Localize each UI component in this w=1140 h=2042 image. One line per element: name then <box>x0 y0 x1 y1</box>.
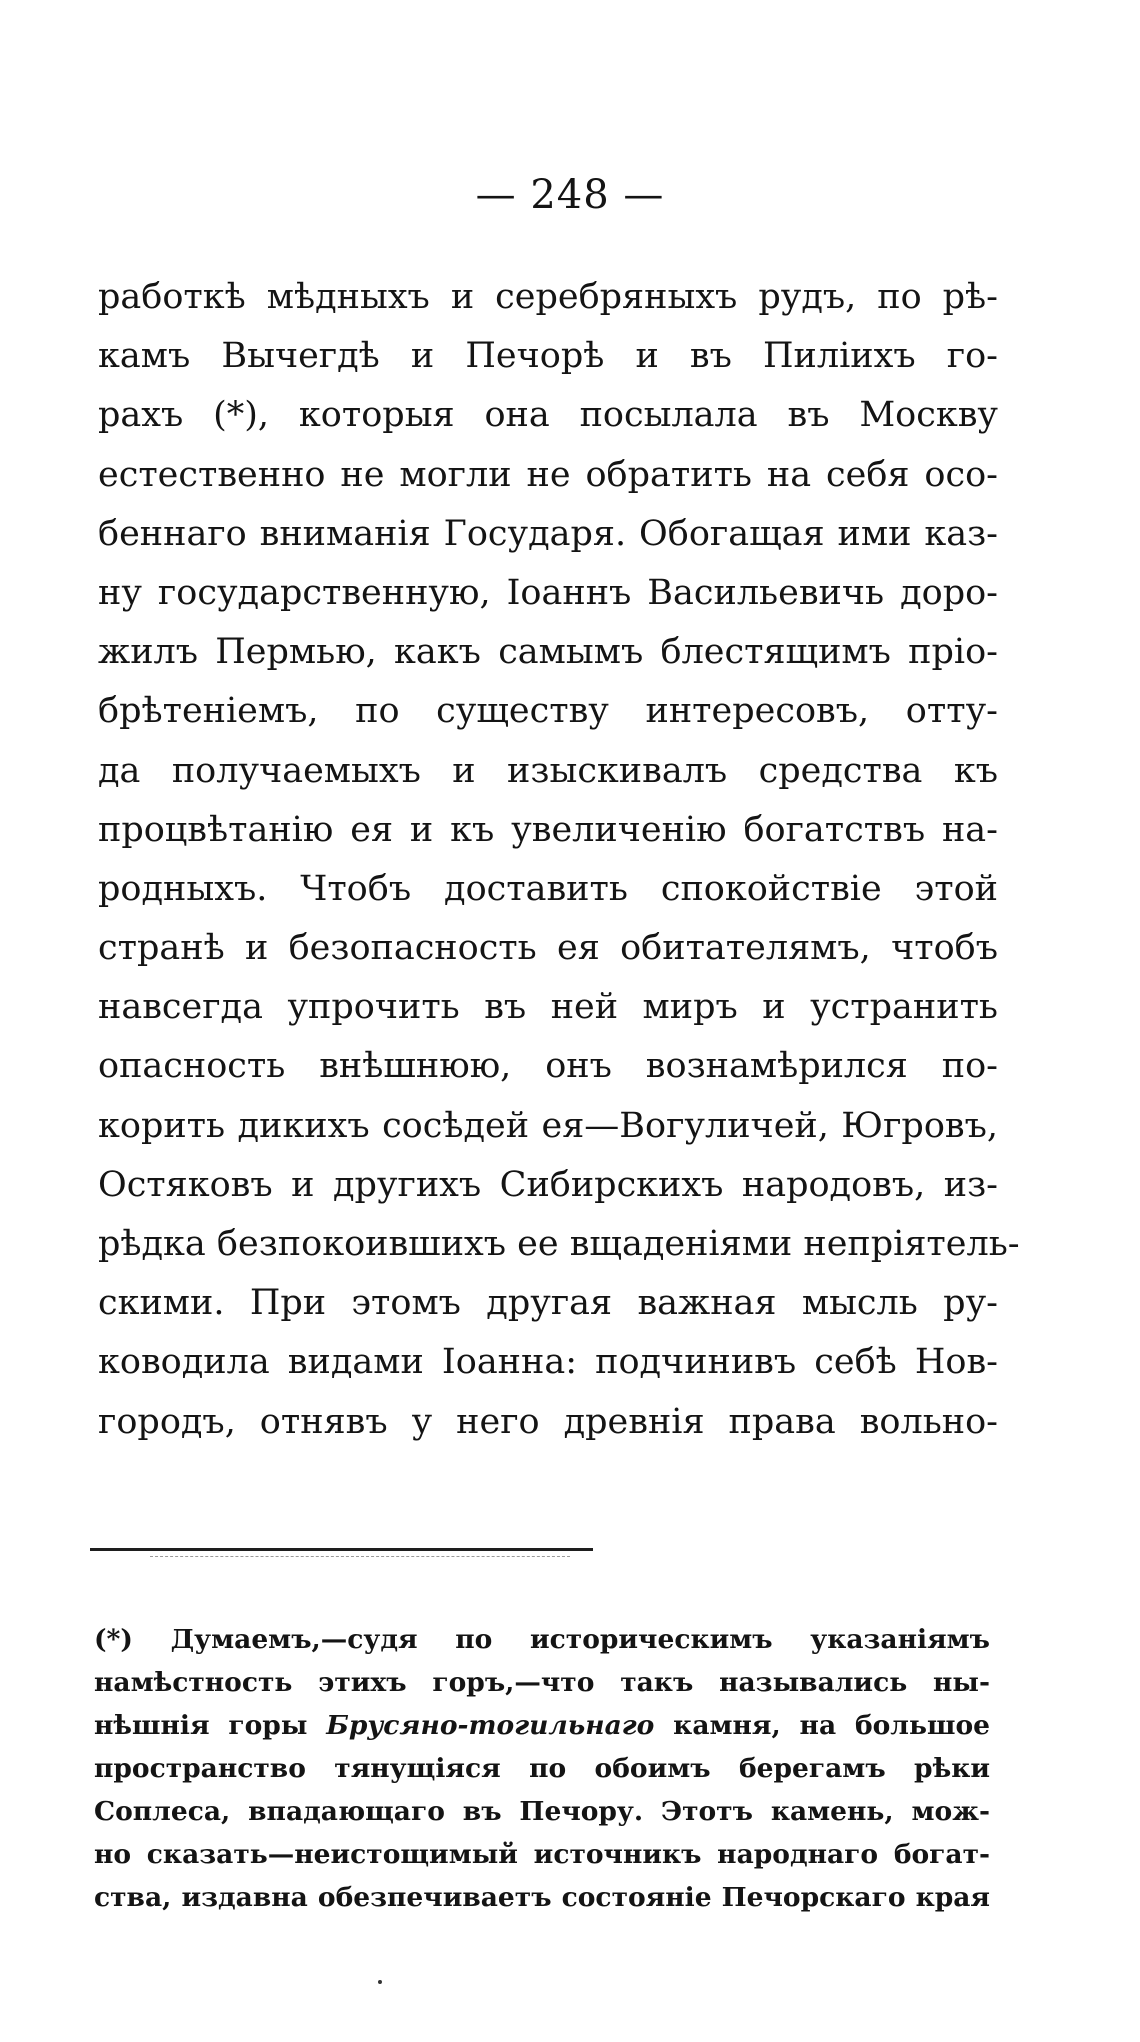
body-line: навсегда упрочить въ ней миръ и устранить <box>98 987 998 1028</box>
body-line: корить дикихъ сосѣдей ея—Вогуличей, Югровъ, <box>98 1105 998 1146</box>
body-line: родныхъ. Чтобъ доставить спокойствіе этой <box>98 868 998 909</box>
footnote-line: Соплеса, впадающаго въ Печору. Этотъ камень, мож- <box>94 1796 990 1827</box>
footnote-text: нѣшнія горы <box>94 1710 327 1741</box>
ink-speck <box>378 1980 382 1984</box>
body-line: Остяковъ и другихъ Сибирскихъ народовъ, из- <box>98 1164 998 1205</box>
body-line: камъ Вычегдѣ и Печорѣ и въ Пиліихъ го- <box>98 336 998 377</box>
body-line: рахъ (*), которыя она посылала въ Москву <box>98 395 998 436</box>
body-line: работкѣ мѣдныхъ и серебряныхъ рудъ, по рѣ- <box>98 277 998 317</box>
body-line: ну государственную, Іоаннъ Васильевичь доро- <box>98 572 998 613</box>
body-line: ководила видами Іоанна: подчинивъ себѣ Нов- <box>98 1342 998 1383</box>
body-line: беннаго вниманія Государя. Обогащая ими каз- <box>98 513 998 554</box>
footnote-mark: (*) <box>94 1624 133 1655</box>
body-line: да получаемыхъ и изыскивалъ средства къ <box>98 750 998 791</box>
body-line: естественно не могли не обратить на себя осо- <box>98 454 998 495</box>
body-line: процвѣтанію ея и къ увеличенію богатствъ на- <box>98 809 998 850</box>
body-text <box>98 268 1020 1452</box>
footnote-text: камня, на большое <box>654 1710 990 1741</box>
body-line: опасность внѣшнюю, онъ вознамѣрился по- <box>98 1046 998 1087</box>
footnote-divider <box>90 1548 593 1551</box>
body-line: жилъ Пермью, какъ самымъ блестящимъ пріо- <box>98 632 998 673</box>
page-number: — 248 — <box>475 172 665 218</box>
body-line: странѣ и безопасность ея обитателямъ, чтобъ <box>98 928 998 969</box>
body-line: скими. При этомъ другая важная мысль ру- <box>98 1283 998 1324</box>
footnote-italic-term: Брусяно-тогильнаго <box>326 1710 655 1741</box>
footnote <box>94 1618 990 1919</box>
footnote-line: ства, издавна обезпечиваетъ состояніе Печорскаго края <box>94 1882 990 1913</box>
footnote-line: намѣстность этихъ горъ,—что такъ назывались ны- <box>94 1667 990 1698</box>
footnote-line: но сказать—неистощимый источникъ народнаго богат- <box>94 1839 990 1870</box>
footnote-text: Думаемъ,—судя по историческимъ указаніямъ <box>132 1624 990 1655</box>
footnote-line: пространство тянущіяся по обоимъ берегамъ рѣки <box>94 1753 990 1784</box>
body-line: брѣтеніемъ, по существу интересовъ, отту- <box>98 691 998 732</box>
footnote-divider-shadow <box>150 1556 570 1557</box>
footnote-line <box>94 1618 990 1661</box>
body-line: городъ, отнявъ у него древнія права вольно- <box>98 1401 998 1442</box>
body-line: рѣдка безпокоившихъ ее вщаденіями непріятель- <box>98 1224 1020 1264</box>
footnote-line <box>94 1704 990 1747</box>
